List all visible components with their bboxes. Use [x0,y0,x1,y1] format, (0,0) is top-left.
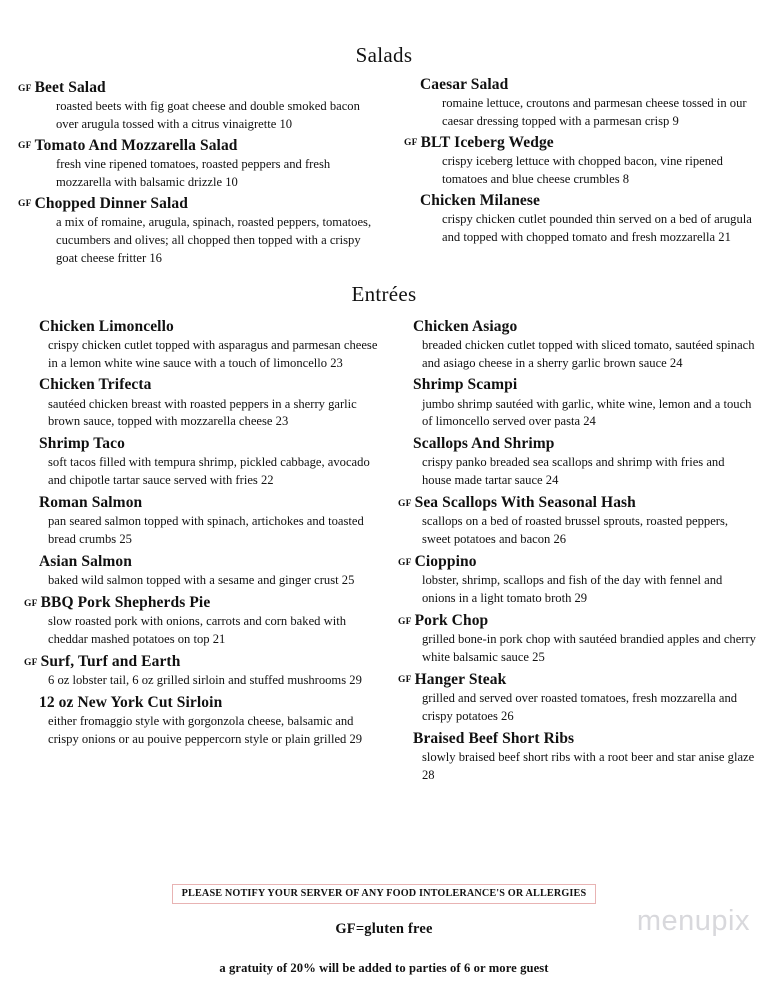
menu-item-description: scallops on a bed of roasted brussel sprouts, roasted peppers, sweet potatoes and bacon 26 [422,514,729,547]
menu-item-title: Caesar Salad [420,76,509,93]
entrees-right-column [390,307,768,788]
menu-item [398,317,756,373]
menu-item-description: 6 oz lobster tail, 6 oz grilled sirloin and stuffed mushrooms 29 [48,673,362,688]
menu-item-description: crispy chicken cutlet topped with asparagus and parmesan cheese in a lemon white wine sauce with a touch of limoncello 23 [48,337,378,370]
menu-item-name [18,136,380,156]
menu-item-title: Hanger Steak [414,670,507,688]
entrees-columns [0,307,768,788]
menu-item [18,194,380,268]
menu-item [398,493,756,549]
menu-item [24,493,380,549]
menu-item-name [398,375,756,395]
menu-item-name [404,133,756,153]
salads-left-column [0,68,390,270]
menu-item-description: a mix of romaine, arugula, spinach, roasted peppers, tomatoes, cucumbers and olives; all chopped then topped with a crispy goat cheese fritter 16 [56,214,372,265]
menu-item [404,191,756,247]
menu-item-description: romaine lettuce, croutons and parmesan cheese tossed in our caesar dressing topped with a parmesan crisp 9 [442,96,747,129]
menupix-watermark: menupix [636,905,750,937]
gluten-free-icon: GF [398,616,412,627]
menu-item-title: Tomato And Mozzarella Salad [34,136,238,154]
menu-item-title: BBQ Pork Shepherds Pie [40,594,211,612]
menu-item [24,317,380,373]
gluten-free-icon: GF [398,557,412,568]
menu-item-title: Beet Salad [34,79,106,96]
gluten-free-legend: GF=gluten free [335,921,433,937]
menu-item-name [24,493,380,513]
menu-item [404,133,756,189]
menu-item-title: Shrimp Scampi [413,376,518,394]
menu-item-title: BLT Iceberg Wedge [420,133,554,151]
salads-columns [0,68,768,270]
menu-item-name [18,78,380,98]
menu-item-title: Braised Beef Short Ribs [413,729,575,747]
menu-item-description: grilled and served over roasted tomatoes, fresh mozzarella and crispy potatoes 26 [422,691,738,723]
gluten-free-icon: GF [398,675,412,686]
menu-item-name [24,434,380,454]
menu-item-title: Chicken Asiago [413,317,518,335]
menu-item-title: Roman Salmon [39,494,143,512]
menu-item-name [404,191,756,211]
menu-item-title: Asian Salmon [39,553,132,571]
menu-item-title: Sea Scallops With Seasonal Hash [414,494,636,512]
entrees-left-column [0,307,390,788]
gluten-free-icon: GF [18,199,32,210]
menu-item [404,75,756,131]
menu-item-title: Cioppino [414,553,477,571]
menu-item-description: pan seared salmon topped with spinach, artichokes and toasted bread crumbs 25 [48,514,364,547]
menu-item [398,670,756,726]
menu-item-name [18,194,380,214]
menu-item-description: fresh vine ripened tomatoes, roasted peppers and fresh mozzarella with balsamic drizzle 10 [56,157,331,189]
menu-item-title: Pork Chop [414,612,489,629]
menu-item-name [398,670,756,690]
gluten-free-icon: GF [404,138,418,149]
menu-item-title: Chicken Limoncello [39,317,174,335]
section-title-entrees: Entrées [351,281,417,306]
menu-item-name [398,493,756,513]
menu-item-title: Shrimp Taco [39,435,125,453]
menu-item-name [24,652,380,672]
menu-item [398,729,756,785]
menu-item-description: jumbo shrimp sautéed with garlic, white wine, lemon and a touch of limoncello served over pasta 24 [422,396,752,429]
allergy-notice: PLEASE NOTIFY YOUR SERVER OF ANY FOOD INTOLERANCE'S OR ALLERGIES [172,884,597,904]
gluten-free-icon: GF [18,141,32,152]
menu-item-description: either fromaggio style with gorgonzola cheese, balsamic and crispy onions or au pouive peppercorn style or plain grilled 29 [48,714,363,747]
menu-item [18,136,380,192]
menu-item-title: Chopped Dinner Salad [34,194,188,212]
menu-item-description: slow roasted pork with onions, carrots and corn baked with cheddar mashed potatoes on top 21 [48,614,346,647]
menu-item-name [24,552,380,572]
menu-item-description: sautéed chicken breast with roasted peppers in a sherry garlic brown sauce, topped with mozzarella cheese 23 [48,396,357,429]
section-title-salads: Salads [355,43,413,67]
menu-item-title: Chicken Trifecta [39,376,152,394]
menu-item-description: crispy iceberg lettuce with chopped bacon, vine ripened tomatoes and blue cheese crumbles 8 [442,154,723,186]
menu-item-title: Chicken Milanese [420,191,540,209]
menu-item [398,434,756,490]
menu-item-name [24,593,380,613]
gluten-free-icon: GF [18,83,32,94]
menu-item [24,552,380,590]
menu-item-description: slowly braised beef short ribs with a root beer and star anise glaze 28 [422,749,755,782]
menu-footer [0,883,768,994]
menu-item-title: Surf, Turf and Earth [40,653,181,671]
menu-item-title: 12 oz New York Cut Sirloin [39,694,223,712]
menu-item-name [398,611,756,631]
menu-item [24,593,380,649]
menu-item-description: crispy chicken cutlet pounded thin served on a bed of arugula and topped with chopped tomato and fresh mozzarella 21 [442,211,752,244]
menu-item [398,375,756,431]
menu-item-name [24,317,380,337]
menu-item-description: baked wild salmon topped with a sesame and ginger crust 25 [48,573,355,588]
menu-item [24,652,380,690]
salads-right-column [390,68,768,270]
menu-item-name [404,75,756,95]
menu-item-description: breaded chicken cutlet topped with sliced tomato, sautéed spinach and asiago cheese in a sherry garlic brown sauce 24 [422,337,755,370]
menu-item [24,375,380,431]
menu-item-name [24,693,380,713]
menu-item-name [24,375,380,395]
menu-item-description: soft tacos filled with tempura shrimp, pickled cabbage, avocado and chipotle tartar sauce served with fries 22 [48,455,370,488]
menu-item-name [398,317,756,337]
menu-item [398,552,756,608]
menu-item [398,611,756,667]
gluten-free-icon: GF [398,498,412,509]
menu-item-title: Scallops And Shrimp [413,435,555,453]
menu-item [18,78,380,134]
menu-item [24,693,380,749]
menu-item-name [398,552,756,572]
menu-item-description: lobster, shrimp, scallops and fish of the day with fennel and onions in a light tomato broth 29 [422,573,723,606]
menu-item-description: grilled bone-in pork chop with sautéed brandied apples and cherry white balsamic sauce 25 [422,632,756,665]
gluten-free-icon: GF [24,657,38,668]
menu-item [24,434,380,490]
menu-item-name [398,434,756,454]
menu-item-name [398,729,756,749]
gluten-free-icon: GF [24,598,38,609]
menu-item-description: roasted beets with fig goat cheese and double smoked bacon over arugula tossed with a citrus vinaigrette 10 [56,99,360,132]
gratuity-notice: a gratuity of 20% will be added to parties of 6 or more guest [219,961,549,975]
menu-item-description: crispy panko breaded sea scallops and shrimp with fries and house made tartar sauce 24 [422,455,725,488]
